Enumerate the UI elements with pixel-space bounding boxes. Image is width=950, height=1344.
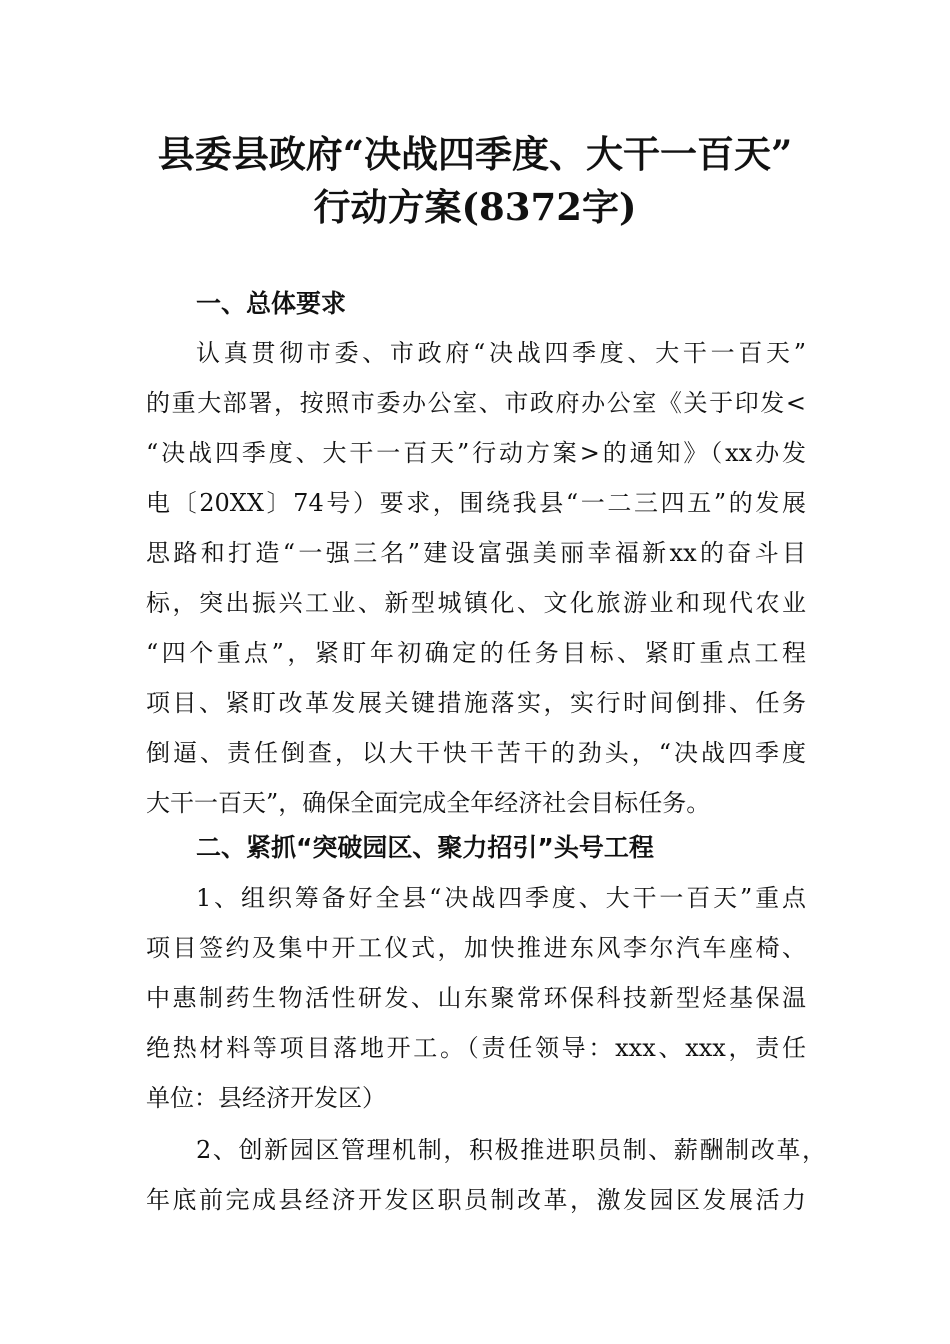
document-title-line-2: 行动方案(8372字) bbox=[313, 185, 637, 229]
paragraph-1-line: “四个重点”，紧盯年初确定的任务目标、紧盯重点工程 bbox=[146, 639, 806, 667]
paragraph-1-line: 标，突出振兴工业、新型城镇化、文化旅游业和现代农业 bbox=[146, 589, 806, 617]
item-1-line: 1、组织筹备好全县“决战四季度、大干一百天”重点 bbox=[196, 884, 806, 912]
paragraph-1-line: 认真贯彻市委、市政府“决战四季度、大干一百天” bbox=[196, 339, 806, 367]
item-2-line: 2、创新园区管理机制，积极推进职员制、薪酬制改革， bbox=[196, 1136, 826, 1164]
section-heading-key-project: 二、紧抓“突破园区、聚力招引”头号工程 bbox=[196, 833, 654, 862]
section-heading-general-requirements: 一、总体要求 bbox=[196, 289, 347, 318]
paragraph-1-line: 思路和打造“一强三名”建设富强美丽幸福新xx的奋斗目 bbox=[146, 539, 806, 567]
paragraph-1-line: 电〔20XX〕74号）要求，围绕我县“一二三四五”的发展 bbox=[146, 489, 806, 517]
paragraph-1-line: 项目、紧盯改革发展关键措施落实，实行时间倒排、任务 bbox=[146, 689, 806, 717]
paragraph-1-line: 倒逼、责任倒查，以大干快干苦干的劲头，“决战四季度 bbox=[146, 739, 806, 767]
item-1-line: 绝热材料等项目落地开工。（责任领导：xxx、xxx，责任 bbox=[146, 1034, 806, 1062]
paragraph-1-line: 大干一百天”，确保全面完成全年经济社会目标任务。 bbox=[146, 789, 711, 817]
paragraph-1-line: “决战四季度、大干一百天”行动方案>的通知》（xx办发 bbox=[146, 439, 806, 467]
item-1-line: 中惠制药生物活性研发、山东聚常环保科技新型烃基保温 bbox=[146, 984, 806, 1012]
item-1-line: 单位：县经济开发区） bbox=[146, 1084, 386, 1112]
item-1-line: 项目签约及集中开工仪式，加快推进东风李尔汽车座椅、 bbox=[146, 934, 806, 962]
paragraph-1-line: 的重大部署，按照市委办公室、市政府办公室《关于印发< bbox=[146, 389, 806, 417]
item-2-line: 年底前完成县经济开发区职员制改革，激发园区发展活力 bbox=[146, 1186, 806, 1214]
document-title-line-1: 县委县政府“决战四季度、大干一百天” bbox=[157, 132, 793, 176]
